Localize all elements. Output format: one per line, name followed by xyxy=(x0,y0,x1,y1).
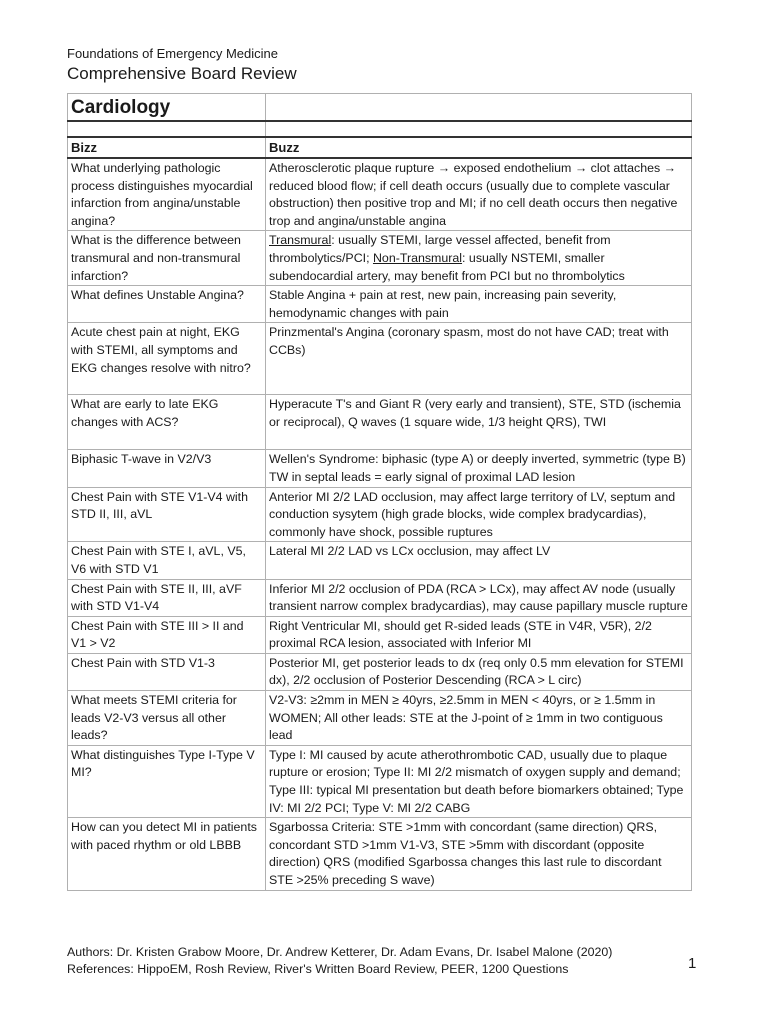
spacer-row xyxy=(68,121,692,137)
section-title: Cardiology xyxy=(68,94,266,122)
table-row xyxy=(68,745,692,817)
question-cell: Acute chest pain at night, EKG with STEMI, all symptoms and EKG changes resolve with nitro? xyxy=(68,323,266,395)
answer-cell: Posterior MI, get posterior leads to dx (req only 0.5 mm elevation for STEMI dx), 2/2 occlusion of Posterior Descending (RCA > L circ) xyxy=(266,653,692,690)
table-row xyxy=(68,286,692,323)
non-transmural-term: Non-Transmural xyxy=(372,250,463,265)
answer-cell: Type I: MI caused by acute atherothrombotic CAD, usually due to plaque rupture or erosion; Type II: MI 2/2 mismatch of oxygen supply and demand; Type III: typical MI presentation but death before biomarkers obtained; Type IV: MI 2/2 PCI; Type V: MI 2/2 CABG xyxy=(266,745,692,817)
col-header-bizz: Bizz xyxy=(68,137,266,158)
question-cell: What meets STEMI criteria for leads V2-V3 versus all other leads? xyxy=(68,691,266,746)
table-row xyxy=(68,395,692,450)
answer-cell xyxy=(266,231,692,286)
transmural-term: Transmural xyxy=(269,233,332,248)
question-cell: Chest Pain with STE III > II and V1 > V2 xyxy=(68,616,266,653)
question-cell: Biphasic T-wave in V2/V3 xyxy=(68,450,266,487)
col-header-buzz: Buzz xyxy=(266,137,692,158)
column-header-row xyxy=(68,137,692,158)
question-cell: What distinguishes Type I-Type V MI? xyxy=(68,745,266,817)
authors-line: Authors: Dr. Kristen Grabow Moore, Dr. Andrew Ketterer, Dr. Adam Evans, Dr. Isabel Malone (2020) xyxy=(67,945,613,959)
table-row xyxy=(68,487,692,542)
section-title-empty xyxy=(266,94,692,122)
answer-cell: Wellen's Syndrome: biphasic (type A) or deeply inverted, symmetric (type B) TW in septal leads = early signal of proximal LAD lesion xyxy=(266,450,692,487)
document-source: Foundations of Emergency Medicine xyxy=(67,46,279,61)
question-cell: Chest Pain with STE V1-V4 with STD II, III, aVL xyxy=(68,487,266,542)
question-cell: Chest Pain with STE II, III, aVF with STD V1-V4 xyxy=(68,579,266,616)
answer-cell: Prinzmental's Angina (coronary spasm, most do not have CAD; treat with CCBs) xyxy=(266,323,692,395)
question-cell: What are early to late EKG changes with ACS? xyxy=(68,395,266,450)
page-number: 1 xyxy=(688,955,697,972)
table-row xyxy=(68,616,692,653)
transmural-definition: : usually STEMI, large vessel affected, benefit from thrombolytics/PCI; xyxy=(269,233,611,265)
answer-cell: Sgarbossa Criteria: STE >1mm with concordant (same direction) QRS, concordant STD >1mm V1-V3, STE >5mm with discordant (opposite direction) QRS (modified Sgarbossa changes this last rule to discordant STE >25% preceding S wave) xyxy=(266,818,692,890)
table-row xyxy=(68,579,692,616)
table-row xyxy=(68,653,692,690)
question-cell: Chest Pain with STD V1-3 xyxy=(68,653,266,690)
non-transmural-definition: : usually NSTEMI, smaller subendocardial artery, may benefit from PCI but no thrombolytics xyxy=(269,250,625,283)
footer xyxy=(67,944,612,978)
table-row xyxy=(68,158,692,231)
table-row xyxy=(68,323,692,395)
table-row xyxy=(68,542,692,579)
question-cell: What is the difference between transmural and non-transmural infarction? xyxy=(68,231,266,286)
question-cell: What underlying pathologic process distinguishes myocardial infarction from angina/unstable angina? xyxy=(68,158,266,231)
document-title: Comprehensive Board Review xyxy=(67,64,297,83)
question-cell: Chest Pain with STE I, aVL, V5, V6 with STD V1 xyxy=(68,542,266,579)
answer-cell: Lateral MI 2/2 LAD vs LCx occlusion, may affect LV xyxy=(266,542,692,579)
answer-cell: Hyperacute T's and Giant R (very early and transient), STE, STD (ischemia or reciprocal), Q waves (1 square wide, 1/3 height QRS), TWI xyxy=(266,395,692,450)
review-table xyxy=(67,93,692,891)
section-title-row xyxy=(68,94,692,122)
answer-cell: Stable Angina + pain at rest, new pain, increasing pain severity, hemodynamic changes with pain xyxy=(266,286,692,323)
table-row xyxy=(68,691,692,746)
answer-cell: V2-V3: ≥2mm in MEN ≥ 40yrs, ≥2.5mm in MEN < 40yrs, or ≥ 1.5mm in WOMEN; All other leads: STE at the J-point of ≥ 1mm in two contiguous lead xyxy=(266,691,692,746)
table-row xyxy=(68,818,692,890)
table-row xyxy=(68,450,692,487)
table-row xyxy=(68,231,692,286)
question-cell: How can you detect MI in patients with paced rhythm or old LBBB xyxy=(68,818,266,890)
answer-cell: Atherosclerotic plaque rupture → exposed endothelium → clot attaches → reduced blood flow; if cell death occurs (usually due to complete vascular obstruction) then positive trop and MI; if no cell death occurs then negative trop and angina/unstable angina xyxy=(266,158,692,231)
answer-cell: Inferior MI 2/2 occlusion of PDA (RCA > LCx), may affect AV node (usually transient narrow complex bradycardias), may cause papillary muscle rupture xyxy=(266,579,692,616)
answer-cell: Anterior MI 2/2 LAD occlusion, may affect large territory of LV, septum and conduction sysytem (high grade blocks, wide complex bradycardias), commonly have shock, possible ruptures xyxy=(266,487,692,542)
answer-cell: Right Ventricular MI, should get R-sided leads (STE in V4R, V5R), 2/2 proximal RCA lesion, associated with Inferior MI xyxy=(266,616,692,653)
references-line: References: HippoEM, Rosh Review, River's Written Board Review, PEER, 1200 Questions xyxy=(67,962,569,976)
question-cell: What defines Unstable Angina? xyxy=(68,286,266,323)
